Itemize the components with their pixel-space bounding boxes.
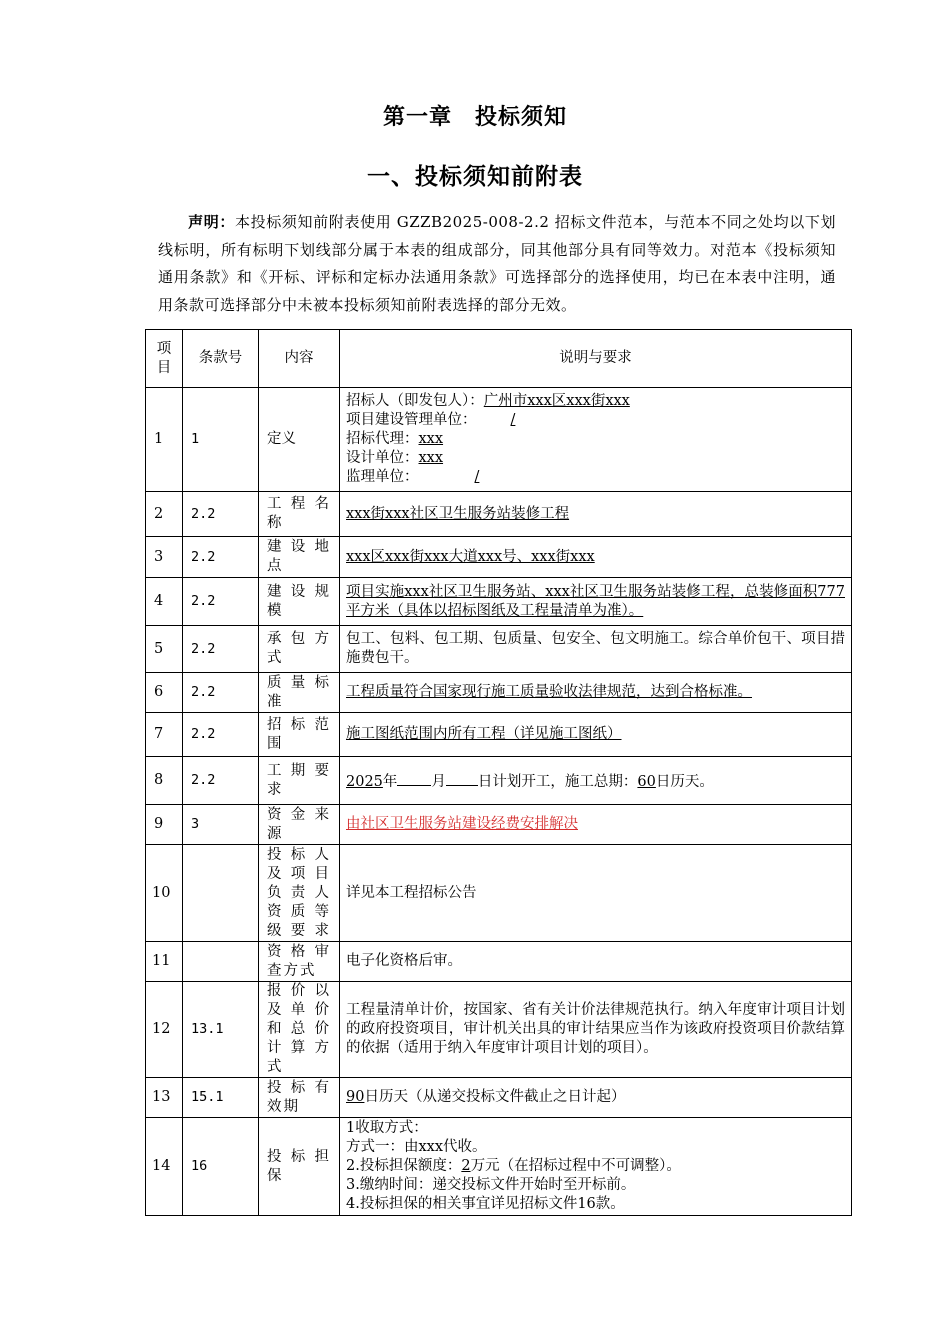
- row-no: 11: [146, 942, 183, 982]
- project-scale: 项目实施xxx社区卫生服务站、xxx社区卫生服务站装修工程，总装修面积777平方米（具体以招标图纸及工程量清单为准）。: [346, 583, 845, 619]
- bid-notice-table: [145, 329, 852, 1216]
- day-text: 日计划开工，施工总期：: [477, 773, 638, 790]
- row-item: 招标范围: [259, 713, 340, 757]
- agent-value: xxx: [418, 431, 444, 447]
- calendar-days-text: 日历天。: [655, 773, 714, 790]
- row-item: 投标担保: [259, 1118, 340, 1216]
- table-row: [146, 757, 852, 805]
- row-item: 质量标准: [259, 673, 340, 713]
- row-clause: 2.2: [183, 537, 259, 578]
- project-name: xxx街xxx社区卫生服务站装修工程: [346, 505, 570, 522]
- guarantee-line-2: 方式一：由xxx代收。: [346, 1139, 487, 1155]
- row-no: 9: [146, 805, 183, 845]
- statement-text: 本投标须知前附表使用 GZZB2025-008-2.2 招标文件范本，与范本不同之处均以下划线标明，所有标明下划线部分属于本表的组成部分，同其他部分具有同等效力。对范本《投标须知通用条款》和《开标、评标和定标办法通用条款》可选择部分的选择使用，均已在本表中注明，通用条款可选择部分中未被本投标须知前附表选择的部分无效。: [158, 213, 836, 314]
- row-desc: [340, 626, 852, 673]
- row-desc: [340, 757, 852, 805]
- month-text: 月: [431, 773, 446, 790]
- row-item: 工期要求: [259, 757, 340, 805]
- mgmt-unit-value: [477, 412, 548, 428]
- row-no: 12: [146, 982, 183, 1078]
- chapter-title: 第一章 投标须知: [382, 104, 567, 130]
- row-no: 1: [146, 388, 183, 492]
- row-clause: 2.2: [183, 626, 259, 673]
- row-clause: 2.2: [183, 578, 259, 626]
- row-clause: [183, 942, 259, 982]
- row-no: 6: [146, 673, 183, 713]
- row-item: 投标人及项目负责人资质等级要求: [259, 845, 340, 942]
- row-no: 8: [146, 757, 183, 805]
- qualification-req: 详见本工程招标公告: [346, 884, 477, 901]
- table-row: [146, 673, 852, 713]
- tenderer-label: 招标人（即发包人）：: [346, 393, 484, 409]
- designer-value: xxx: [418, 450, 444, 466]
- row-desc: [340, 492, 852, 537]
- statement: [158, 209, 836, 319]
- row-item: 资格审查方式: [259, 942, 340, 982]
- row-no: 7: [146, 713, 183, 757]
- row-clause: 3: [183, 805, 259, 845]
- validity-text: 日历天（从递交投标文件截止之日计起）: [364, 1089, 626, 1105]
- tenderer-value: 广州市xxx区xxx街xxx: [483, 393, 630, 409]
- table-row: [146, 805, 852, 845]
- row-clause: 1: [183, 388, 259, 492]
- table-row: [146, 578, 852, 626]
- row-no: 2: [146, 492, 183, 537]
- row-no: 5: [146, 626, 183, 673]
- row-desc: [340, 537, 852, 578]
- row-item: 建设规模: [259, 578, 340, 626]
- pricing-method: 工程量清单计价，按国家、省有关计价法律规范执行。纳入年度审计项目计划的政府投资项目，审计机关出具的审计结果应当作为该政府投资项目价款结算的依据（适用于纳入年度审计项目计划的项目）。: [346, 1002, 845, 1056]
- table-row: [146, 492, 852, 537]
- row-no: 14: [146, 1118, 183, 1216]
- row-clause: 16: [183, 1118, 259, 1216]
- row-clause: 13.1: [183, 982, 259, 1078]
- row-desc: [340, 845, 852, 942]
- review-method: 电子化资格后审。: [346, 953, 462, 969]
- row-item: 报价以及单价和总价计算方式: [259, 982, 340, 1078]
- row-no: 4: [146, 578, 183, 626]
- mgmt-unit-text: /: [510, 412, 516, 428]
- header-item-no: 项目: [146, 330, 183, 388]
- row-desc: [340, 1118, 852, 1216]
- row-item: 建设地点: [259, 537, 340, 578]
- duration-days: 60: [637, 773, 656, 790]
- contract-method: 包工、包料、包工期、包质量、包安全、包文明施工。综合单价包干、项目措施费包干。: [346, 631, 845, 666]
- table-row: [146, 942, 852, 982]
- table-row: [146, 626, 852, 673]
- row-no: 3: [146, 537, 183, 578]
- header-description: 说明与要求: [340, 330, 852, 388]
- guarantee-line-5: 4.投标担保的相关事宜详见招标文件16款。: [346, 1196, 625, 1212]
- header-clause: 条款号: [183, 330, 259, 388]
- month-blank: [397, 770, 431, 786]
- row-item: 定义: [259, 388, 340, 492]
- row-clause: 15.1: [183, 1078, 259, 1118]
- guarantee-amount-text: 万元（在招标过程中不可调整）。: [470, 1158, 681, 1174]
- supervisor-value: [419, 469, 536, 485]
- row-desc: [340, 942, 852, 982]
- quality-standard: 工程质量符合国家现行施工质量验收法律规范，达到合格标准。: [346, 684, 752, 700]
- project-location: xxx区xxx街xxx大道xxx号、xxx街xxx: [346, 548, 595, 565]
- year-text: 年: [382, 773, 398, 790]
- statement-label: 声明：: [188, 213, 236, 231]
- row-clause: 2.2: [183, 673, 259, 713]
- guarantee-amount: 2: [461, 1158, 471, 1174]
- row-item: 资金来源: [259, 805, 340, 845]
- fund-source: 由社区卫生服务站建设经费安排解决: [346, 816, 578, 832]
- row-desc: [340, 713, 852, 757]
- row-no: 10: [146, 845, 183, 942]
- tender-scope: 施工图纸范围内所有工程（详见施工图纸）: [346, 726, 622, 742]
- start-year: 2025: [346, 773, 383, 790]
- row-item: 工程名称: [259, 492, 340, 537]
- row-clause: 2.2: [183, 757, 259, 805]
- supervisor-text: /: [474, 469, 480, 485]
- section-title: 一、投标须知前附表: [367, 163, 583, 190]
- designer-label: 设计单位：: [346, 450, 419, 466]
- guarantee-line-3: [346, 1157, 845, 1176]
- table-row: [146, 388, 852, 492]
- table-row: [146, 537, 852, 578]
- row-no: 13: [146, 1078, 183, 1118]
- row-desc: [340, 578, 852, 626]
- table-row: [146, 845, 852, 942]
- row-desc: [340, 805, 852, 845]
- supervisor-label: 监理单位：: [346, 469, 419, 485]
- row-desc: [340, 388, 852, 492]
- table-row: [146, 982, 852, 1078]
- row-clause: 2.2: [183, 492, 259, 537]
- day-blank: [446, 770, 478, 786]
- row-desc: [340, 673, 852, 713]
- row-clause: [183, 845, 259, 942]
- row-desc: [340, 1078, 852, 1118]
- table-row: [146, 1078, 852, 1118]
- table-row: [146, 1118, 852, 1216]
- guarantee-line-1: 1收取方式：: [346, 1120, 428, 1136]
- guarantee-amount-label: 2.投标担保额度：: [346, 1158, 462, 1174]
- table-row: [146, 713, 852, 757]
- agent-label: 招标代理：: [346, 431, 419, 447]
- row-desc: [340, 982, 852, 1078]
- guarantee-line-4: 3.缴纳时间：递交投标文件开始时至开标前。: [346, 1177, 636, 1193]
- table-header-row: [146, 330, 852, 388]
- header-content: 内容: [259, 330, 340, 388]
- row-clause: 2.2: [183, 713, 259, 757]
- mgmt-unit-label: 项目建设管理单位：: [346, 412, 477, 428]
- validity-days: 90: [346, 1089, 365, 1105]
- row-item: 投标有效期: [259, 1078, 340, 1118]
- row-item: 承包方式: [259, 626, 340, 673]
